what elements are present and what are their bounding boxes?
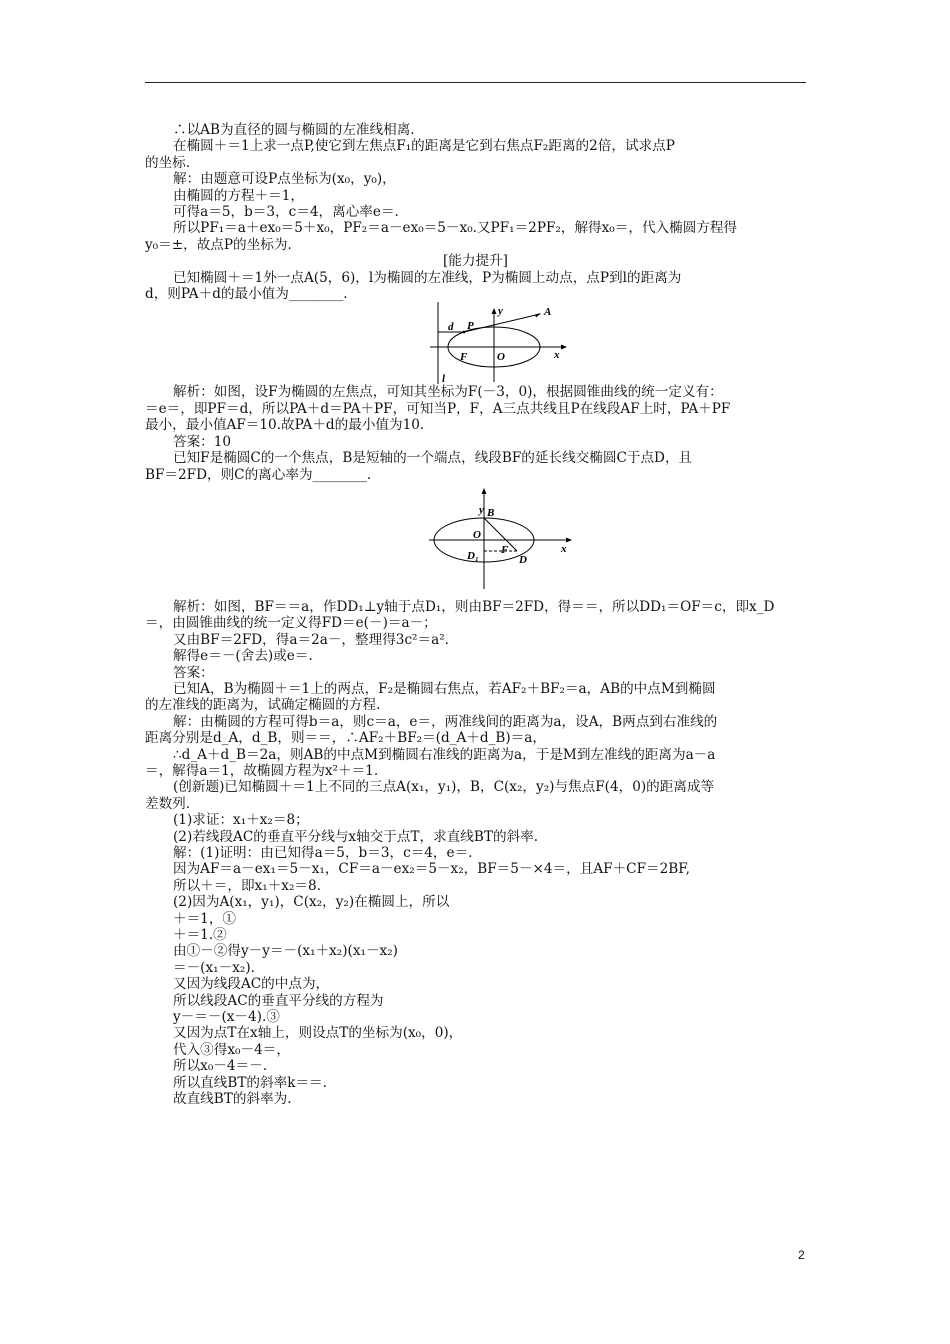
text-line: 由椭圆的方程＋＝1， bbox=[173, 187, 304, 204]
text-line: ＝，由圆锥曲线的统一定义得FD＝e(－)＝a－； bbox=[145, 615, 437, 632]
fig1-label-a: A bbox=[544, 306, 552, 319]
text-line: 的左准线的距离为，试确定椭圆的方程. bbox=[145, 697, 381, 714]
text-block-2 bbox=[145, 384, 806, 482]
text-line: 差数列. bbox=[145, 795, 191, 812]
document-body bbox=[145, 122, 806, 1108]
text-line: ＋＝1.② bbox=[173, 927, 227, 944]
fig1-label-x: x bbox=[554, 349, 560, 362]
text-line: 答案：10 bbox=[173, 433, 232, 450]
text-line: 的坐标. bbox=[145, 154, 191, 171]
text-line: [能力提升] bbox=[443, 253, 508, 270]
text-line: 解：(1)证明：由已知得a＝5，b＝3，c＝4，e＝. bbox=[173, 845, 473, 861]
fig2-label-x: x bbox=[561, 542, 567, 555]
text-line: d，则PA＋d的最小值为________. bbox=[145, 286, 348, 303]
fig2-label-f: F bbox=[501, 543, 509, 556]
page-number: 2 bbox=[798, 1248, 805, 1262]
text-line: 解：由题意可设P点坐标为(x₀，y₀)， bbox=[173, 171, 396, 188]
text-line: 最小，最小值AF＝10.故PA＋d的最小值为10. bbox=[145, 417, 425, 434]
text-line: 答案： bbox=[173, 664, 214, 681]
text-line: ＋＝1，① bbox=[173, 910, 237, 927]
text-line: ＝e＝，即PF＝d，所以PA＋d＝PA＋PF，可知当P，F，A三点共线且P在线段AF上时，PA＋PF bbox=[145, 400, 731, 417]
fig2-label-o: O bbox=[473, 528, 481, 541]
text-line: 可得a＝5，b＝3，c＝4，离心率e＝. bbox=[173, 204, 399, 221]
fig1-label-y: y bbox=[498, 305, 503, 318]
fig1-label-l: l bbox=[442, 373, 446, 385]
text-line: 已知F是椭圆C的一个焦点，B是短轴的一个端点，线段BF的延长线交椭圆C于点D，且 bbox=[173, 450, 693, 467]
text-line: ∴以AB为直径的圆与椭圆的左准线相离. bbox=[173, 122, 415, 138]
fig2-label-d1: D₁ bbox=[467, 549, 479, 562]
text-line: 所以＋＝，即x₁＋x₂＝8. bbox=[173, 877, 321, 894]
figure-ellipse-focus bbox=[145, 483, 806, 599]
fig1-label-p: P bbox=[467, 320, 474, 333]
text-line: (创新题)已知椭圆＋＝1上不同的三点A(x₁，y₁)，B，C(x₂，y₂)与焦点F(4，0)的距离成等 bbox=[173, 779, 715, 796]
text-line: 解：由椭圆的方程可得b＝a，则c＝a，e＝，两准线间的距离为a，设A，B两点到右准线的 bbox=[173, 713, 718, 730]
text-line: 代入③得x₀－4＝， bbox=[173, 1041, 290, 1058]
text-line: (2)若线段AC的垂直平分线与x轴交于点T，求直线BT的斜率. bbox=[173, 828, 539, 845]
text-line: 解析：如图，BF＝＝a，作DD₁⊥y轴于点D₁，则由BF＝2FD，得＝＝，所以DD₁＝OF＝c，即x_D bbox=[173, 598, 775, 615]
text-line: y－＝－(x－4).③ bbox=[173, 1009, 280, 1026]
text-line: 故直线BT的斜率为. bbox=[173, 1091, 292, 1108]
text-line: 所以线段AC的垂直平分线的方程为 bbox=[173, 992, 384, 1009]
text-line: 由①－②得y－y＝－(x₁＋x₂)(x₁－x₂) bbox=[173, 943, 398, 960]
text-line: 解得e＝－(舍去)或e＝. bbox=[173, 648, 313, 665]
text-line: ＝，解得a＝1，故椭圆方程为x²＋＝1. bbox=[145, 762, 379, 779]
header-rule bbox=[145, 82, 806, 83]
fig2-label-y: y bbox=[479, 503, 484, 516]
text-line: BF＝2FD，则C的离心率为________. bbox=[145, 466, 372, 483]
text-line: 又因为点T在x轴上，则设点T的坐标为(x₀，0)， bbox=[173, 1025, 463, 1042]
text-line: 因为AF＝a－ex₁＝5－x₁，CF＝a－ex₂＝5－x₂，BF＝5－×4＝，且AF＋CF＝2BF, bbox=[173, 861, 690, 878]
text-block-1 bbox=[145, 122, 806, 302]
fig2-label-b: B bbox=[487, 506, 495, 519]
text-line: 所以x₀－4＝－. bbox=[173, 1058, 268, 1075]
text-line: 所以直线BT的斜率k＝＝. bbox=[173, 1074, 327, 1091]
text-line: (2)因为A(x₁，y₁)，C(x₂，y₂)在椭圆上，所以 bbox=[173, 894, 450, 911]
text-line: 又由BF＝2FD，得a＝2a－，整理得3c²＝a². bbox=[173, 631, 449, 648]
text-line: ＝－(x₁－x₂). bbox=[173, 959, 255, 976]
figure-ellipse-directrix bbox=[145, 302, 806, 384]
text-line: 所以PF₁＝a＋ex₀＝5＋x₀，PF₂＝a－ex₀＝5－x₀.又PF₁＝2PF₂，解得x₀＝，代入椭圆方程得 bbox=[173, 220, 738, 237]
text-line: 解析：如图，设F为椭圆的左焦点，可知其坐标为F(－3，0)，根据圆锥曲线的统一定义有： bbox=[173, 384, 723, 401]
text-line: y₀＝±，故点P的坐标为. bbox=[145, 236, 292, 253]
text-line: 已知A，B为椭圆＋＝1上的两点，F₂是椭圆右焦点，若AF₂＋BF₂＝a，AB的中点M到椭圆 bbox=[173, 680, 716, 697]
text-line: 又因为线段AC的中点为， bbox=[173, 976, 330, 993]
text-line: ∴d_A＋d_B＝2a，则AB的中点M到椭圆右准线的距离为a，于是M到左准线的距离为a－a bbox=[173, 746, 716, 763]
text-line: 在椭圆＋＝1上求一点P,使它到左焦点F₁的距离是它到右焦点F₂距离的2倍，试求点P bbox=[173, 138, 675, 155]
fig1-label-f: F bbox=[460, 351, 468, 364]
text-line: (1)求证：x₁＋x₂＝8； bbox=[173, 812, 309, 829]
text-line: 已知椭圆＋＝1外一点A(5，6)，l为椭圆的左准线，P为椭圆上动点，点P到l的距离为 bbox=[173, 269, 682, 286]
fig1-label-o: O bbox=[497, 351, 505, 364]
fig1-label-d: d bbox=[448, 321, 454, 334]
fig2-label-d: D bbox=[519, 553, 527, 566]
text-line: 距离分别是d_A，d_B，则＝＝，∴AF₂＋BF₂＝(d_A＋d_B)＝a， bbox=[145, 730, 546, 747]
text-block-3 bbox=[145, 599, 806, 1108]
